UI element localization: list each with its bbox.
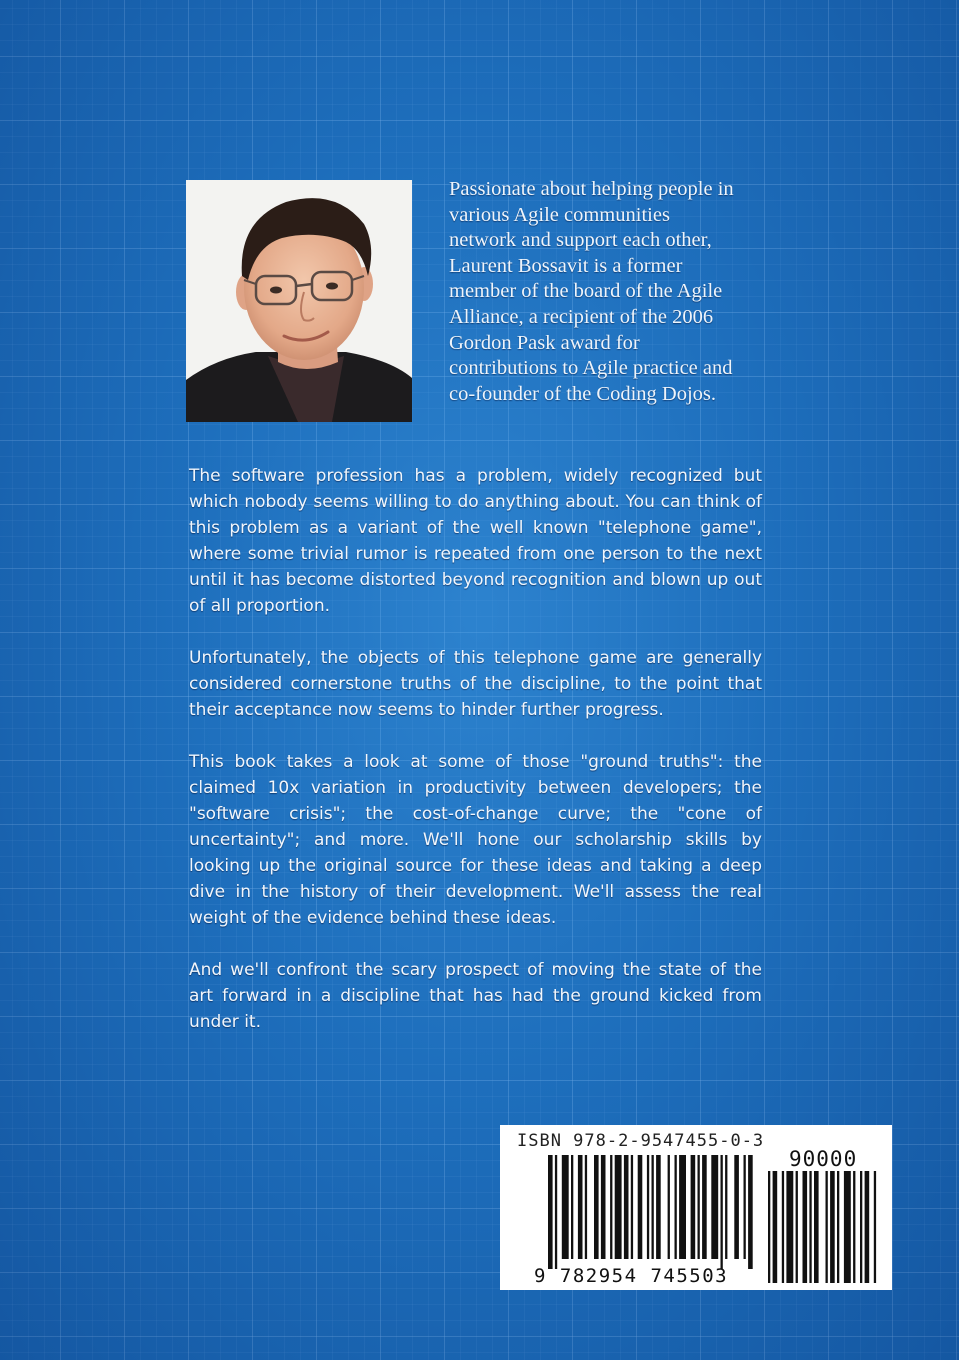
barcode-bar bbox=[773, 1171, 778, 1283]
description-paragraph: The software profession has a problem, widely recognized but which nobody seems willing to do anything about. You can think of this problem as a variant of the well known "telephone game", where some trivial rumor is repeated from one person to the next until it has become distorted beyond recognition and blown up out of all proportion. bbox=[189, 466, 762, 616]
bio-line: member of the board of the Agile bbox=[449, 280, 723, 303]
price-code: 90000 bbox=[789, 1147, 858, 1171]
barcode-bar bbox=[786, 1171, 793, 1283]
bio-line: Gordon Pask award for bbox=[449, 331, 640, 354]
barcode-bar bbox=[698, 1155, 700, 1259]
barcode-bar bbox=[647, 1155, 649, 1259]
bio-line: contributions to Agile practice and bbox=[449, 357, 733, 380]
barcode-bar bbox=[809, 1171, 811, 1283]
description-paragraph: And we'll confront the scary prospect of moving the state of the art forward in a discipline that has had the ground kicked from under it. bbox=[189, 960, 762, 1032]
barcode-bar bbox=[631, 1155, 633, 1259]
barcode-bar bbox=[624, 1155, 629, 1259]
barcode-bar bbox=[571, 1155, 573, 1259]
barcode-bar bbox=[594, 1155, 599, 1259]
bio-line: Alliance, a recipient of the 2006 bbox=[449, 305, 714, 328]
barcode-bar bbox=[782, 1171, 784, 1283]
barcode-bar bbox=[610, 1155, 612, 1259]
book-description bbox=[189, 463, 762, 1061]
barcode-bar bbox=[711, 1155, 718, 1259]
barcode-bar bbox=[725, 1155, 727, 1259]
barcode-bar bbox=[803, 1171, 808, 1283]
barcode-bar bbox=[721, 1155, 723, 1269]
barcode-bar bbox=[679, 1155, 686, 1259]
barcode-bar bbox=[675, 1155, 677, 1259]
bio-line: Passionate about helping people in bbox=[449, 178, 734, 200]
barcode-bar bbox=[748, 1155, 753, 1269]
ean-digits: 9 782954 745503 bbox=[534, 1265, 729, 1287]
barcode-bar bbox=[860, 1171, 862, 1283]
isbn-label: ISBN 978-2-9547455-0-3 bbox=[517, 1131, 765, 1151]
barcode-bar bbox=[796, 1171, 798, 1283]
barcode-bar bbox=[652, 1155, 654, 1259]
barcode-bar bbox=[768, 1171, 770, 1283]
barcode-bar bbox=[548, 1155, 553, 1269]
barcode-bar bbox=[865, 1171, 870, 1283]
barcode-bar bbox=[638, 1155, 643, 1259]
barcode-bar bbox=[578, 1155, 583, 1259]
barcode-bar bbox=[656, 1155, 661, 1259]
author-portrait-image bbox=[186, 180, 412, 422]
barcode-bar bbox=[691, 1155, 696, 1259]
barcode-bar bbox=[555, 1155, 557, 1269]
barcode-bar bbox=[837, 1171, 839, 1283]
barcode-bar bbox=[874, 1171, 876, 1283]
barcode-bar bbox=[844, 1171, 851, 1283]
author-bio bbox=[449, 177, 765, 407]
bio-line: various Agile communities bbox=[449, 203, 670, 226]
bio-line: Laurent Bossavit is a former bbox=[449, 254, 683, 277]
barcode-bar bbox=[562, 1155, 569, 1259]
barcode-bar bbox=[830, 1171, 835, 1283]
barcode-bar bbox=[814, 1171, 819, 1283]
description-paragraph: Unfortunately, the objects of this telephone game are generally considered cornerstone truths of the discipline, to the point that their acceptance now seems to hinder further progress. bbox=[189, 648, 762, 720]
barcode-bar bbox=[826, 1171, 828, 1283]
barcode-bar bbox=[668, 1155, 670, 1259]
isbn-barcode bbox=[500, 1125, 892, 1290]
barcode-bar bbox=[601, 1155, 606, 1259]
author-photo bbox=[186, 180, 412, 422]
bio-line: co-founder of the Coding Dojos. bbox=[449, 382, 717, 405]
description-paragraph: This book takes a look at some of those "ground truths": the claimed 10x variation in productivity between developers; the "software crisis"; the cost-of-change curve; the "cone of uncertainty"; and more. We'll hone our scholarship skills by looking up the original source for these ideas and taking a deep dive in the history of their development. We'll assess the real weight of the evidence behind these ideas. bbox=[189, 752, 762, 928]
barcode-bar bbox=[585, 1155, 587, 1259]
barcode-bar bbox=[702, 1155, 707, 1259]
barcode-bar bbox=[734, 1155, 739, 1259]
barcode-bar bbox=[615, 1155, 622, 1259]
bio-line: network and support each other, bbox=[449, 229, 712, 252]
barcode-bar bbox=[744, 1155, 746, 1259]
barcode-bar bbox=[853, 1171, 855, 1283]
